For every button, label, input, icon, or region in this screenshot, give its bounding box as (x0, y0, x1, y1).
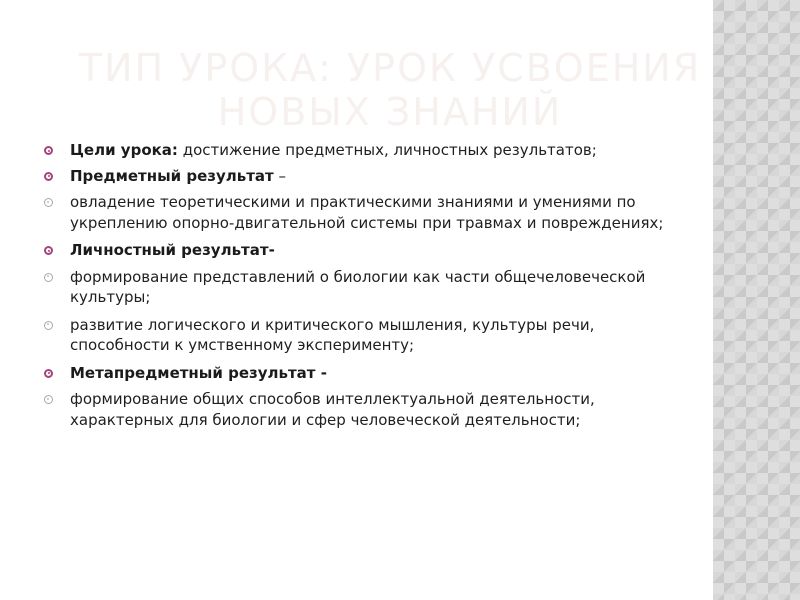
slide-title: ТИП УРОКА: УРОК УСВОЕНИЯ НОВЫХ ЗНАНИЙ (78, 46, 702, 134)
decorative-pattern-strip (713, 0, 800, 600)
bullet-icon (44, 198, 53, 207)
list-item-goals (44, 140, 684, 161)
item-text: достижение предметных, личностных результатов; (177, 141, 597, 159)
item-text: овладение теоретическими и практическими знаниями и умениями по укреплению опорно-двигательной системы при травмах и повреждениях; (70, 193, 664, 232)
list-item-subject-detail (44, 192, 684, 233)
item-text: – (273, 166, 287, 185)
item-label: Предметный результат (70, 166, 274, 185)
bullet-icon (44, 172, 53, 181)
item-label: Цели урока: (70, 141, 178, 159)
item-text: развитие логического и критического мышления, культуры речи, способности к умственному эксперименту; (70, 315, 595, 354)
bullet-icon (44, 395, 53, 404)
bullet-icon (44, 146, 53, 155)
bullet-icon (44, 321, 53, 330)
item-text: формирование общих способов интеллектуальной деятельности, характерных для биологии и сфер человеческой деятельности; (70, 390, 595, 429)
list-item-meta-detail (44, 389, 684, 430)
list-item-meta-result (44, 363, 684, 384)
bullet-icon (44, 273, 53, 282)
item-label: Личностный результат- (70, 241, 275, 259)
bullet-list (44, 140, 684, 437)
list-item-personal-result (44, 240, 684, 261)
item-label: Метапредметный результат - (70, 363, 327, 382)
bullet-icon (44, 369, 53, 378)
list-item-personal-detail-2 (44, 315, 684, 356)
list-item-personal-detail-1 (44, 267, 684, 308)
bullet-icon (44, 246, 53, 255)
list-item-subject-result (44, 166, 684, 187)
item-text: формирование представлений о биологии как части общечеловеческой культуры; (70, 267, 646, 306)
